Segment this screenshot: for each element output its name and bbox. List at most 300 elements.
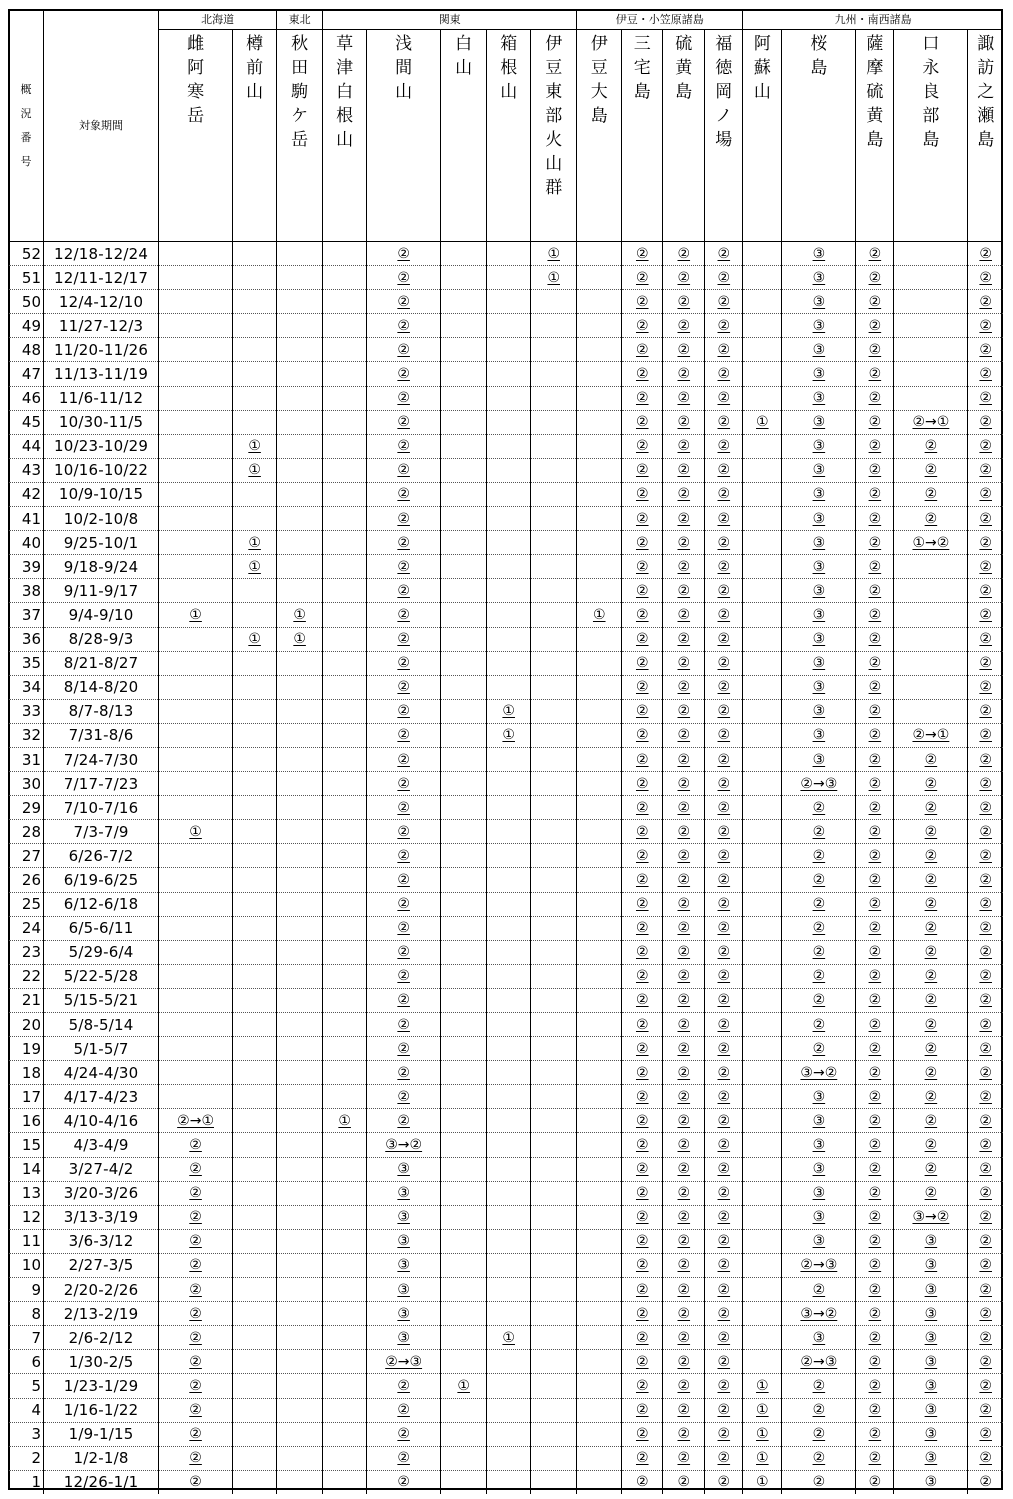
table-row [9,868,1004,892]
alert-level-cell [968,386,1003,410]
alert-level-cell [323,964,367,988]
alert-level-cell [782,1061,856,1085]
alert-level-value: ① [457,1377,470,1394]
alert-level-cell [487,1085,531,1109]
alert-level-value: ② [812,799,826,816]
alert-level-value: ② [189,1402,202,1419]
alert-level-value: ② [979,679,992,696]
alert-level-cell [577,1302,622,1326]
alert-level-value: ② [189,1233,202,1250]
alert-level-cell [233,892,277,916]
alert-level-cell [159,675,233,699]
alert-level-cell [441,458,487,482]
alert-level-cell [968,1253,1003,1277]
volcano-name: 箱根山 [500,34,518,102]
alert-level-cell [856,1229,894,1253]
volcano-header [367,30,441,242]
alert-level-cell [323,1085,367,1109]
alert-level-cell [531,507,577,531]
row-period: 1/23-1/29 [44,1374,159,1398]
alert-level-value: ② [979,1257,992,1274]
alert-level-cell [705,1302,743,1326]
alert-level-value: ① [293,606,306,623]
alert-level-cell [531,1446,577,1470]
alert-level-cell [441,1229,487,1253]
alert-level-cell [622,1013,663,1037]
row-period: 12/4-12/10 [44,290,159,314]
alert-level-value: ② [677,775,691,792]
alert-level-cell [663,338,705,362]
alert-level-value: ① [502,727,515,744]
alert-level-cell [487,892,531,916]
volcano-header [323,30,367,242]
alert-level-cell [622,820,663,844]
alert-level-cell [968,1157,1003,1181]
alert-level-cell [705,482,743,506]
alert-level-value: ② [397,1088,410,1105]
row-period: 1/2-1/8 [44,1446,159,1470]
alert-level-cell [856,579,894,603]
alert-level-cell [441,531,487,555]
alert-level-cell [159,723,233,747]
alert-level-cell [705,723,743,747]
alert-level-cell [277,1013,323,1037]
alert-level-cell [323,1133,367,1157]
row-number: 43 [9,458,44,482]
alert-level-cell [487,579,531,603]
alert-level-cell [487,796,531,820]
alert-level-cell [663,940,705,964]
alert-level-cell [487,772,531,796]
alert-level-cell [577,747,622,771]
alert-level-cell [441,1157,487,1181]
alert-level-cell [159,1013,233,1037]
region-group-kanto: 関東 [323,9,577,30]
alert-level-value: ③ [812,486,826,503]
alert-level-cell [577,482,622,506]
alert-level-value: ② [868,1209,882,1226]
row-period: 12/26-1/1 [44,1470,159,1494]
alert-level-value: ② [635,414,649,431]
alert-level-cell [367,1302,441,1326]
alert-level-value: ② [868,366,882,383]
alert-level-value: ② [812,992,826,1009]
alert-level-cell [277,1061,323,1085]
row-number: 30 [9,772,44,796]
alert-level-cell [323,1302,367,1326]
alert-level-cell [441,266,487,290]
alert-level-cell [743,1422,782,1446]
alert-level-value: ② [979,775,992,792]
alert-level-value: ① [547,245,560,262]
alert-level-cell [277,603,323,627]
volcano-name: 諏訪之瀬島 [977,34,995,150]
alert-level-cell [743,555,782,579]
row-number: 21 [9,988,44,1012]
alert-level-cell [233,1085,277,1109]
alert-level-value: ② [868,558,882,575]
alert-level-cell [968,916,1003,940]
alert-level-cell [487,386,531,410]
alert-level-cell [531,1061,577,1085]
alert-level-value: ② [397,847,410,864]
alert-level-value: ② [635,606,649,623]
alert-level-cell [577,603,622,627]
alert-level-value: ② [677,1257,691,1274]
alert-level-cell [705,579,743,603]
alert-level-value: ② [677,486,691,503]
alert-level-cell [487,242,531,266]
alert-level-cell [622,482,663,506]
alert-level-value: ② [397,293,410,310]
alert-level-value: ② [189,1137,202,1154]
alert-level-cell [277,651,323,675]
alert-level-value: ② [717,847,731,864]
alert-level-cell [856,675,894,699]
alert-level-cell [705,603,743,627]
table-row [9,723,1004,747]
alert-level-cell [743,1013,782,1037]
alert-level-cell [159,1398,233,1422]
row-period: 11/6-11/12 [44,386,159,410]
alert-level-cell [487,362,531,386]
alert-level-value: ② [397,992,410,1009]
alert-level-cell [323,1181,367,1205]
alert-level-cell [531,410,577,434]
row-period: 7/10-7/16 [44,796,159,820]
alert-level-cell [531,1302,577,1326]
alert-level-cell [159,1133,233,1157]
alert-level-value: ② [868,486,882,503]
alert-level-value: ② [717,823,731,840]
alert-level-value: ③ [924,1257,938,1274]
period-header: 対象期間 [44,9,159,242]
alert-level-cell [968,675,1003,699]
alert-level-value: ② [924,944,938,961]
table-row [9,362,1004,386]
alert-level-value: ② [717,1257,731,1274]
alert-level-cell [968,964,1003,988]
alert-level-cell [277,1037,323,1061]
alert-level-cell [367,651,441,675]
alert-level-cell [743,699,782,723]
alert-level-cell [856,1037,894,1061]
alert-level-cell [894,1157,968,1181]
alert-level-cell [663,362,705,386]
alert-level-cell [622,1350,663,1374]
alert-level-cell [705,627,743,651]
alert-level-value: ② [397,799,410,816]
alert-level-cell [577,723,622,747]
alert-level-value: ② [635,799,649,816]
alert-level-cell [894,1013,968,1037]
alert-level-value: ② [868,462,882,479]
alert-level-cell [233,1302,277,1326]
alert-level-cell [622,242,663,266]
alert-level-cell [531,1013,577,1037]
alert-level-cell [705,1350,743,1374]
alert-level-value: ② [635,486,649,503]
volcano-name: 伊豆大島 [590,34,608,126]
alert-level-cell [233,1133,277,1157]
alert-level-cell [705,1037,743,1061]
alert-level-cell [531,723,577,747]
alert-level-cell [743,844,782,868]
alert-level-cell [367,940,441,964]
row-number: 24 [9,916,44,940]
alert-level-value: ② [868,582,882,599]
alert-level-cell [531,579,577,603]
alert-level-value: ② [717,799,731,816]
table-row [9,579,1004,603]
alert-level-cell [968,1133,1003,1157]
alert-level-cell [277,458,323,482]
alert-level-cell [856,772,894,796]
alert-level-cell [323,1061,367,1085]
alert-level-cell [743,1326,782,1350]
alert-level-cell [487,1061,531,1085]
row-number: 33 [9,699,44,723]
alert-level-cell [159,1181,233,1205]
alert-level-value: ②→③ [800,775,838,792]
alert-level-value: ② [868,1185,882,1202]
alert-level-cell [577,579,622,603]
alert-level-cell [622,844,663,868]
alert-level-cell [782,386,856,410]
alert-level-cell [856,796,894,820]
alert-level-cell [323,1350,367,1374]
alert-level-cell [856,1326,894,1350]
alert-level-value: ② [677,606,691,623]
alert-level-value: ② [677,534,691,551]
alert-level-cell [367,1422,441,1446]
alert-level-value: ② [397,390,410,407]
alert-level-value: ② [635,1088,649,1105]
alert-level-cell [441,772,487,796]
alert-level-cell [968,362,1003,386]
alert-level-value: ② [979,944,992,961]
alert-level-value: ② [397,438,410,455]
row-period: 10/30-11/5 [44,410,159,434]
alert-level-cell [663,747,705,771]
alert-level-value: ③ [812,1137,826,1154]
alert-level-value: ② [635,1185,649,1202]
table-row [9,242,1004,266]
alert-level-value: ② [189,1257,202,1274]
alert-level-value: ② [868,1233,882,1250]
alert-level-cell [743,362,782,386]
alert-level-cell [894,1181,968,1205]
alert-level-cell [531,1350,577,1374]
alert-level-cell [159,772,233,796]
alert-level-cell [622,1302,663,1326]
alert-level-value: ③ [924,1402,938,1419]
alert-level-cell [441,892,487,916]
alert-level-cell [894,458,968,482]
alert-level-cell [705,844,743,868]
alert-level-value: ③ [812,582,826,599]
alert-level-cell [367,482,441,506]
alert-level-value: ② [979,799,992,816]
alert-level-cell [743,820,782,844]
table-row [9,314,1004,338]
volcano-name: 浅間山 [395,34,413,102]
alert-level-cell [367,386,441,410]
alert-level-cell [233,1229,277,1253]
alert-level-cell [277,1181,323,1205]
alert-level-cell [531,699,577,723]
alert-level-value: ② [868,534,882,551]
alert-level-cell [743,723,782,747]
alert-level-cell [531,651,577,675]
alert-level-cell [894,1133,968,1157]
alert-level-cell [323,290,367,314]
alert-level-value: ② [868,606,882,623]
alert-level-value: ③ [924,1450,938,1467]
alert-level-value: ② [717,992,731,1009]
alert-level-cell [743,1037,782,1061]
alert-level-cell [663,482,705,506]
alert-level-cell [159,290,233,314]
alert-level-value: ③ [812,703,826,720]
alert-level-cell [531,1326,577,1350]
row-number: 19 [9,1037,44,1061]
alert-level-cell [894,1470,968,1494]
alert-level-cell [233,290,277,314]
alert-level-cell [782,820,856,844]
alert-level-cell [705,362,743,386]
alert-level-cell [622,1326,663,1350]
alert-level-value: ② [677,679,691,696]
alert-level-cell [622,579,663,603]
alert-level-cell [968,290,1003,314]
alert-level-value: ② [397,968,410,985]
table-row [9,1302,1004,1326]
alert-level-cell [577,627,622,651]
alert-level-cell [743,1253,782,1277]
alert-level-cell [277,1109,323,1133]
alert-level-cell [487,434,531,458]
alert-level-value: ③ [397,1329,410,1346]
alert-level-cell [663,916,705,940]
alert-level-cell [663,579,705,603]
alert-level-cell [277,820,323,844]
alert-level-value: ② [924,486,938,503]
alert-level-value: ② [397,582,410,599]
alert-level-cell [894,868,968,892]
alert-level-cell [743,290,782,314]
alert-level-value: ③ [397,1161,410,1178]
table-row [9,458,1004,482]
alert-level-cell [894,844,968,868]
alert-level-cell [323,1470,367,1494]
alert-level-cell [367,772,441,796]
alert-level-cell [233,555,277,579]
alert-level-cell [968,772,1003,796]
alert-level-cell [622,434,663,458]
alert-level-value: ② [812,1474,826,1491]
alert-level-cell [277,362,323,386]
table-row [9,940,1004,964]
alert-level-cell [705,266,743,290]
alert-level-cell [367,458,441,482]
alert-level-cell [577,1085,622,1109]
alert-level-cell [782,1326,856,1350]
row-number: 34 [9,675,44,699]
alert-level-cell [856,916,894,940]
alert-level-value: ③ [812,1209,826,1226]
table-row [9,1085,1004,1109]
alert-level-value: ③ [397,1257,410,1274]
alert-level-value: ③ [812,341,826,358]
alert-level-cell [856,892,894,916]
alert-level-cell [323,555,367,579]
alert-level-value: ③ [924,1353,938,1370]
table-row [9,266,1004,290]
alert-level-value: ② [397,751,410,768]
alert-level-cell [782,1302,856,1326]
alert-level-cell [622,747,663,771]
alert-level-cell [159,1109,233,1133]
alert-level-value: ② [635,944,649,961]
alert-level-cell [487,1181,531,1205]
alert-level-cell [233,988,277,1012]
alert-level-value: ② [677,823,691,840]
alert-level-cell [663,1446,705,1470]
alert-level-cell [577,1037,622,1061]
alert-level-cell [159,314,233,338]
alert-level-value: ②→③ [800,1257,838,1274]
table-row [9,1037,1004,1061]
alert-level-cell [233,820,277,844]
alert-level-cell [277,266,323,290]
alert-level-cell [577,844,622,868]
alert-level-value: ② [717,1209,731,1226]
alert-level-cell [159,410,233,434]
alert-level-cell [663,1278,705,1302]
alert-level-value: ③ [812,317,826,334]
alert-level-value: ② [812,944,826,961]
alert-level-cell [894,1422,968,1446]
alert-level-cell [782,1446,856,1470]
alert-level-value: ② [979,1064,992,1081]
alert-level-value: ② [979,462,992,479]
alert-level-cell [367,1398,441,1422]
alert-level-cell [743,386,782,410]
table-row [9,1422,1004,1446]
alert-level-cell [968,1446,1003,1470]
alert-level-cell [323,410,367,434]
alert-level-value: ② [397,1040,410,1057]
alert-level-value: ③→② [912,1209,950,1226]
alert-level-cell [705,892,743,916]
alert-level-cell [743,1470,782,1494]
alert-level-cell [233,1278,277,1302]
alert-level-cell [577,1350,622,1374]
row-number: 18 [9,1061,44,1085]
alert-level-value: ② [812,871,826,888]
alert-level-value: ② [677,414,691,431]
alert-level-value: ② [868,1016,882,1033]
alert-level-value: ② [924,751,938,768]
alert-level-cell [441,386,487,410]
alert-level-cell [782,1374,856,1398]
alert-level-cell [487,723,531,747]
alert-level-value: ② [979,968,992,985]
row-number: 29 [9,796,44,820]
alert-level-value: ② [397,775,410,792]
alert-level-cell [367,434,441,458]
